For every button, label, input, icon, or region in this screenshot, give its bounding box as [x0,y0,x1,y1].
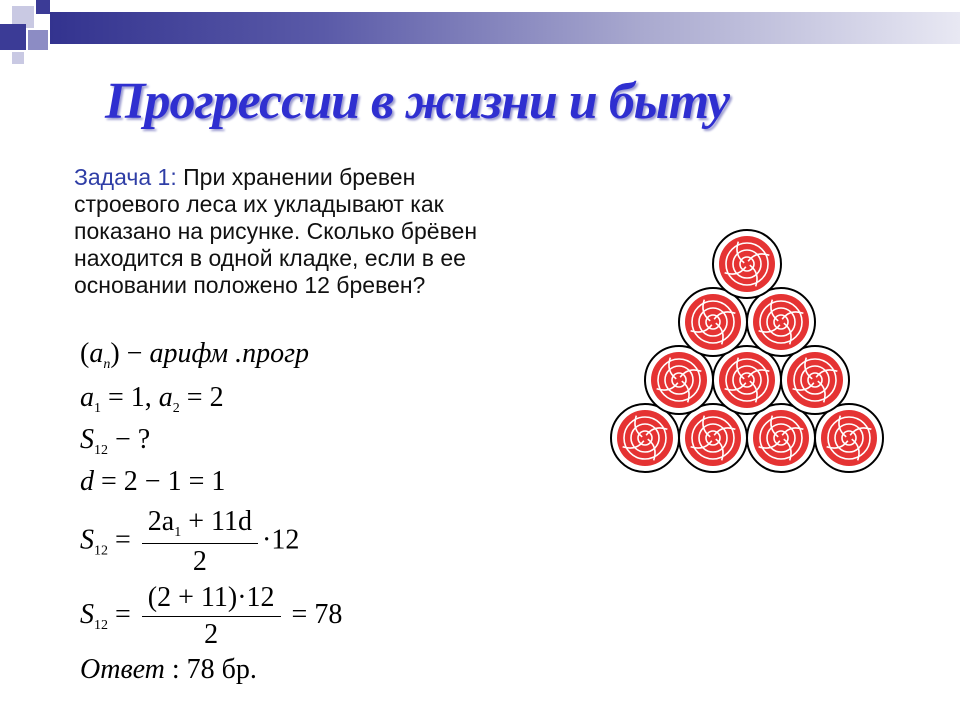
log-icon [747,404,815,472]
log-pile-illustration [600,220,900,490]
solution-line-1: $(a_n)$ − арифм .прогр [80,338,310,372]
log-icon [713,346,781,414]
solution-line-5: $S_{12}$ = $\frac{2a_1 + 11d}{2}$ ·12 [80,506,300,577]
solution-line-2: $a_1 = 1$, $a_2 = 2$ [80,382,224,416]
decor-square [28,30,48,50]
log-icon [713,230,781,298]
log-icon [679,288,747,356]
slide-title: Прогрессии в жизни и быту [105,73,729,130]
solution-line-3: $S_{12}$ − ? [80,424,151,458]
header-gradient-bar [50,12,960,44]
decor-square [12,52,24,64]
fraction: $\frac{(2 + 11)\cdot 12}{2}$ [142,582,281,651]
solution-line-4: d = 2 − 1 = 1 [80,466,226,497]
log-icon [611,404,679,472]
answer-line: Ответ : 78 бр. [80,654,257,685]
log-icon [781,346,849,414]
task-label: Задача 1: [74,164,177,190]
task-text [74,164,524,299]
decor-square [0,24,26,50]
decor-square [36,0,50,14]
log-icon [645,346,713,414]
log-icon [815,404,883,472]
log-icon [679,404,747,472]
task-body: При хранении бревен строевого леса их укладывают как показано на рисунке. Сколько брёвен находится в одной кладке, если в ее основании положено 12 бревен? [74,164,478,298]
solution-line-6: $S_{12}$ = $\frac{(2 + 11)\cdot 12}{2}$ = 78 [80,582,343,650]
log-icon [747,288,815,356]
fraction: $\frac{2a_1 + 11d}{2}$ [142,506,258,578]
